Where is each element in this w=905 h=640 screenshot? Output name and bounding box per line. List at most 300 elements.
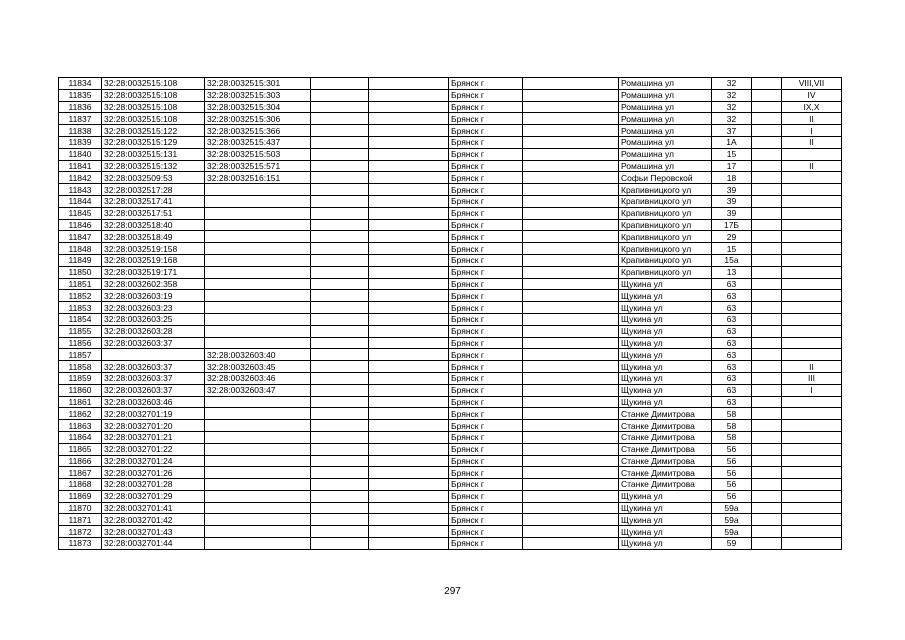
empty-cell [752,514,782,526]
house-number-cell: 17Б [712,219,752,231]
street-cell: Станке Димитрова [619,467,712,479]
table-row [59,172,842,184]
empty-cell [311,431,369,443]
house-number-cell: 56 [712,443,752,455]
house-number-cell: 15 [712,148,752,160]
land-cadastral-number-cell: 32:28:0032701:44 [102,538,205,550]
city-cell: Брянск г [449,148,523,160]
empty-cell [369,184,449,196]
premises-number-cell [782,431,842,443]
record-number-cell: 11854 [59,313,102,325]
street-cell: Крапивницкого ул [619,195,712,207]
empty-cell [523,207,619,219]
house-number-cell: 63 [712,302,752,314]
building-cadastral-number-cell: 32:28:0032515:301 [205,78,311,90]
table-row [59,408,842,420]
land-cadastral-number-cell: 32:28:0032515:132 [102,160,205,172]
empty-cell [311,113,369,125]
record-number-cell: 11863 [59,420,102,432]
empty-cell [523,243,619,255]
house-number-cell: 63 [712,396,752,408]
empty-cell [311,254,369,266]
city-cell: Брянск г [449,195,523,207]
empty-cell [369,455,449,467]
city-cell: Брянск г [449,207,523,219]
empty-cell [369,302,449,314]
land-cadastral-number-cell: 32:28:0032515:129 [102,136,205,148]
building-cadastral-number-cell [205,467,311,479]
house-number-cell: 29 [712,231,752,243]
table-row [59,490,842,502]
empty-cell [369,479,449,491]
table-row [59,514,842,526]
table-row [59,431,842,443]
house-number-cell: 63 [712,278,752,290]
building-cadastral-number-cell: 32:28:0032515:366 [205,125,311,137]
empty-cell [311,490,369,502]
building-cadastral-number-cell [205,325,311,337]
empty-cell [369,207,449,219]
empty-cell [752,136,782,148]
premises-number-cell [782,231,842,243]
record-number-cell: 11870 [59,502,102,514]
empty-cell [523,254,619,266]
record-number-cell: 11864 [59,431,102,443]
register-table-body [59,78,842,550]
land-cadastral-number-cell: 32:28:0032701:19 [102,408,205,420]
empty-cell [369,219,449,231]
empty-cell [311,243,369,255]
table-row [59,302,842,314]
record-number-cell: 11847 [59,231,102,243]
building-cadastral-number-cell [205,195,311,207]
empty-cell [311,219,369,231]
street-cell: Станке Димитрова [619,420,712,432]
empty-cell [369,467,449,479]
city-cell: Брянск г [449,455,523,467]
premises-number-cell [782,502,842,514]
table-row [59,349,842,361]
premises-number-cell [782,172,842,184]
house-number-cell: 59а [712,526,752,538]
street-cell: Ромашина ул [619,136,712,148]
table-row [59,467,842,479]
land-cadastral-number-cell: 32:28:0032701:22 [102,443,205,455]
empty-cell [523,384,619,396]
city-cell: Брянск г [449,408,523,420]
empty-cell [523,148,619,160]
record-number-cell: 11860 [59,384,102,396]
empty-cell [752,113,782,125]
street-cell: Щукина ул [619,526,712,538]
land-cadastral-number-cell: 32:28:0032515:108 [102,78,205,90]
city-cell: Брянск г [449,420,523,432]
house-number-cell: 32 [712,78,752,90]
building-cadastral-number-cell [205,266,311,278]
land-cadastral-number-cell: 32:28:0032515:108 [102,101,205,113]
premises-number-cell: II [782,361,842,373]
building-cadastral-number-cell [205,290,311,302]
house-number-cell: 59а [712,502,752,514]
table-row [59,78,842,90]
empty-cell [369,78,449,90]
city-cell: Брянск г [449,243,523,255]
premises-number-cell [782,408,842,420]
street-cell: Щукина ул [619,313,712,325]
empty-cell [752,184,782,196]
empty-cell [752,231,782,243]
empty-cell [752,207,782,219]
city-cell: Брянск г [449,160,523,172]
building-cadastral-number-cell [205,502,311,514]
record-number-cell: 11844 [59,195,102,207]
house-number-cell: 37 [712,125,752,137]
record-number-cell: 11862 [59,408,102,420]
street-cell: Щукина ул [619,290,712,302]
city-cell: Брянск г [449,361,523,373]
empty-cell [523,372,619,384]
empty-cell [311,101,369,113]
building-cadastral-number-cell [205,207,311,219]
empty-cell [752,125,782,137]
empty-cell [369,396,449,408]
land-cadastral-number-cell: 32:28:0032515:108 [102,113,205,125]
house-number-cell: 63 [712,337,752,349]
street-cell: Ромашина ул [619,89,712,101]
empty-cell [752,443,782,455]
city-cell: Брянск г [449,302,523,314]
premises-number-cell [782,302,842,314]
empty-cell [369,278,449,290]
empty-cell [523,78,619,90]
empty-cell [752,243,782,255]
house-number-cell: 56 [712,467,752,479]
table-row [59,538,842,550]
building-cadastral-number-cell [205,243,311,255]
empty-cell [523,290,619,302]
empty-cell [311,396,369,408]
empty-cell [523,455,619,467]
empty-cell [369,231,449,243]
building-cadastral-number-cell [205,443,311,455]
property-register-table [58,77,842,550]
table-row [59,125,842,137]
street-cell: Станке Димитрова [619,431,712,443]
house-number-cell: 63 [712,349,752,361]
premises-number-cell [782,313,842,325]
empty-cell [311,195,369,207]
empty-cell [311,467,369,479]
empty-cell [752,302,782,314]
empty-cell [752,266,782,278]
empty-cell [311,160,369,172]
table-row [59,113,842,125]
city-cell: Брянск г [449,78,523,90]
empty-cell [752,431,782,443]
land-cadastral-number-cell: 32:28:0032701:28 [102,479,205,491]
house-number-cell: 13 [712,266,752,278]
house-number-cell: 58 [712,408,752,420]
empty-cell [523,431,619,443]
empty-cell [523,278,619,290]
house-number-cell: 17 [712,160,752,172]
premises-number-cell [782,396,842,408]
building-cadastral-number-cell [205,231,311,243]
table-row [59,278,842,290]
land-cadastral-number-cell: 32:28:0032517:28 [102,184,205,196]
premises-number-cell: I [782,384,842,396]
record-number-cell: 11841 [59,160,102,172]
premises-number-cell [782,420,842,432]
empty-cell [311,325,369,337]
street-cell: Щукина ул [619,349,712,361]
empty-cell [369,384,449,396]
table-row [59,207,842,219]
table-row [59,243,842,255]
empty-cell [311,526,369,538]
building-cadastral-number-cell [205,396,311,408]
city-cell: Брянск г [449,231,523,243]
empty-cell [752,172,782,184]
premises-number-cell [782,467,842,479]
street-cell: Щукина ул [619,302,712,314]
record-number-cell: 11872 [59,526,102,538]
empty-cell [523,113,619,125]
empty-cell [369,101,449,113]
record-number-cell: 11871 [59,514,102,526]
table-row [59,160,842,172]
record-number-cell: 11853 [59,302,102,314]
record-number-cell: 11868 [59,479,102,491]
street-cell: Щукина ул [619,514,712,526]
premises-number-cell [782,514,842,526]
house-number-cell: 63 [712,313,752,325]
table-row [59,290,842,302]
empty-cell [523,219,619,231]
empty-cell [311,408,369,420]
city-cell: Брянск г [449,384,523,396]
land-cadastral-number-cell: 32:28:0032509:53 [102,172,205,184]
house-number-cell: 59 [712,538,752,550]
land-cadastral-number-cell: 32:28:0032515:131 [102,148,205,160]
land-cadastral-number-cell: 32:28:0032701:26 [102,467,205,479]
building-cadastral-number-cell: 32:28:0032515:571 [205,160,311,172]
empty-cell [752,278,782,290]
empty-cell [523,101,619,113]
empty-cell [369,372,449,384]
land-cadastral-number-cell: 32:28:0032701:21 [102,431,205,443]
building-cadastral-number-cell [205,302,311,314]
city-cell: Брянск г [449,443,523,455]
empty-cell [369,502,449,514]
empty-cell [752,384,782,396]
building-cadastral-number-cell: 32:28:0032515:304 [205,101,311,113]
land-cadastral-number-cell: 32:28:0032519:158 [102,243,205,255]
city-cell: Брянск г [449,479,523,491]
street-cell: Ромашина ул [619,78,712,90]
empty-cell [752,361,782,373]
building-cadastral-number-cell [205,420,311,432]
empty-cell [752,313,782,325]
table-row [59,136,842,148]
land-cadastral-number-cell: 32:28:0032517:51 [102,207,205,219]
city-cell: Брянск г [449,538,523,550]
empty-cell [369,337,449,349]
city-cell: Брянск г [449,467,523,479]
premises-number-cell [782,349,842,361]
empty-cell [523,313,619,325]
table-row [59,361,842,373]
house-number-cell: 56 [712,455,752,467]
house-number-cell: 39 [712,207,752,219]
record-number-cell: 11852 [59,290,102,302]
premises-number-cell [782,219,842,231]
house-number-cell: 15 [712,243,752,255]
empty-cell [369,195,449,207]
city-cell: Брянск г [449,125,523,137]
empty-cell [311,361,369,373]
house-number-cell: 56 [712,479,752,491]
record-number-cell: 11840 [59,148,102,160]
table-row [59,420,842,432]
building-cadastral-number-cell [205,455,311,467]
city-cell: Брянск г [449,337,523,349]
record-number-cell: 11859 [59,372,102,384]
empty-cell [752,337,782,349]
empty-cell [369,290,449,302]
premises-number-cell [782,184,842,196]
premises-number-cell: II [782,136,842,148]
empty-cell [311,502,369,514]
empty-cell [369,420,449,432]
building-cadastral-number-cell [205,431,311,443]
street-cell: Крапивницкого ул [619,207,712,219]
land-cadastral-number-cell: 32:28:0032701:29 [102,490,205,502]
building-cadastral-number-cell [205,313,311,325]
street-cell: Станке Димитрова [619,479,712,491]
empty-cell [523,172,619,184]
land-cadastral-number-cell: 32:28:0032603:37 [102,372,205,384]
empty-cell [752,254,782,266]
street-cell: Ромашина ул [619,148,712,160]
empty-cell [311,479,369,491]
building-cadastral-number-cell: 32:28:0032515:437 [205,136,311,148]
empty-cell [752,408,782,420]
building-cadastral-number-cell [205,490,311,502]
record-number-cell: 11858 [59,361,102,373]
table-row [59,384,842,396]
empty-cell [311,136,369,148]
city-cell: Брянск г [449,172,523,184]
empty-cell [752,479,782,491]
empty-cell [752,526,782,538]
empty-cell [523,526,619,538]
record-number-cell: 11842 [59,172,102,184]
city-cell: Брянск г [449,290,523,302]
street-cell: Ромашина ул [619,101,712,113]
empty-cell [311,78,369,90]
city-cell: Брянск г [449,431,523,443]
city-cell: Брянск г [449,349,523,361]
building-cadastral-number-cell: 32:28:0032603:45 [205,361,311,373]
land-cadastral-number-cell: 32:28:0032701:43 [102,526,205,538]
table-row [59,219,842,231]
premises-number-cell [782,290,842,302]
empty-cell [752,160,782,172]
land-cadastral-number-cell: 32:28:0032701:20 [102,420,205,432]
record-number-cell: 11869 [59,490,102,502]
city-cell: Брянск г [449,89,523,101]
empty-cell [523,184,619,196]
city-cell: Брянск г [449,278,523,290]
empty-cell [752,502,782,514]
record-number-cell: 11835 [59,89,102,101]
empty-cell [311,184,369,196]
empty-cell [311,278,369,290]
empty-cell [369,125,449,137]
street-cell: Крапивницкого ул [619,184,712,196]
empty-cell [369,113,449,125]
empty-cell [523,302,619,314]
land-cadastral-number-cell: 32:28:0032515:108 [102,89,205,101]
land-cadastral-number-cell: 32:28:0032602:358 [102,278,205,290]
house-number-cell: 58 [712,420,752,432]
house-number-cell: 63 [712,290,752,302]
building-cadastral-number-cell [205,184,311,196]
empty-cell [523,231,619,243]
empty-cell [752,349,782,361]
record-number-cell: 11839 [59,136,102,148]
empty-cell [311,313,369,325]
street-cell: Софьи Перовской [619,172,712,184]
house-number-cell: 63 [712,372,752,384]
empty-cell [311,420,369,432]
premises-number-cell [782,538,842,550]
street-cell: Крапивницкого ул [619,231,712,243]
record-number-cell: 11849 [59,254,102,266]
city-cell: Брянск г [449,136,523,148]
table-row [59,89,842,101]
page-number: 297 [444,586,461,597]
land-cadastral-number-cell: 32:28:0032603:37 [102,384,205,396]
empty-cell [523,420,619,432]
building-cadastral-number-cell [205,254,311,266]
empty-cell [311,148,369,160]
empty-cell [311,266,369,278]
street-cell: Щукина ул [619,502,712,514]
empty-cell [523,337,619,349]
empty-cell [752,219,782,231]
house-number-cell: 39 [712,195,752,207]
building-cadastral-number-cell [205,219,311,231]
street-cell: Ромашина ул [619,125,712,137]
table-row [59,148,842,160]
street-cell: Крапивницкого ул [619,266,712,278]
building-cadastral-number-cell [205,278,311,290]
record-number-cell: 11843 [59,184,102,196]
premises-number-cell [782,278,842,290]
empty-cell [752,420,782,432]
land-cadastral-number-cell: 32:28:0032603:37 [102,337,205,349]
land-cadastral-number-cell: 32:28:0032603:46 [102,396,205,408]
table-row [59,231,842,243]
land-cadastral-number-cell: 32:28:0032701:24 [102,455,205,467]
city-cell: Брянск г [449,266,523,278]
table-row [59,526,842,538]
house-number-cell: 58 [712,431,752,443]
table-row [59,195,842,207]
record-number-cell: 11834 [59,78,102,90]
